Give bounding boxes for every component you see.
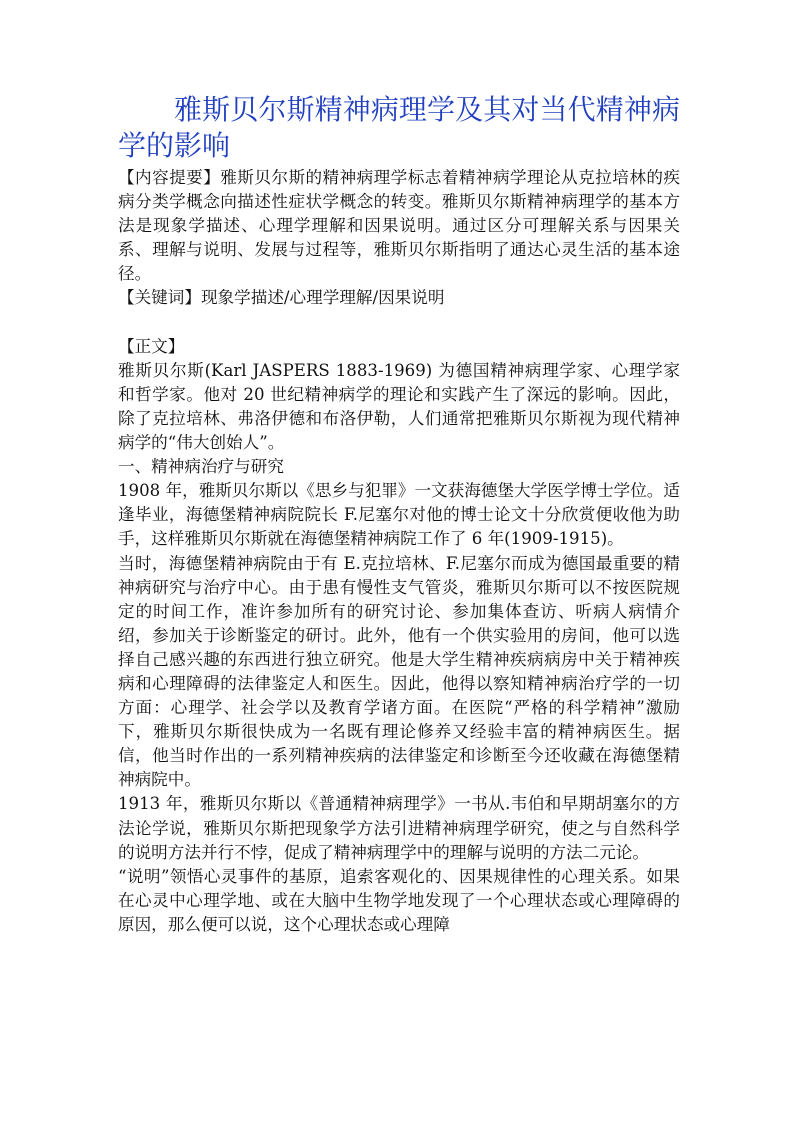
document-page xyxy=(118,92,680,937)
body-paragraph-intro: 雅斯贝尔斯(Karl JASPERS 1883-1969) 为德国精神病理学家、心理学家和哲学家。他对 20 世纪精神病学的理论和实践产生了深远的影响。因此，除了克拉培林、弗洛伊德和布洛伊勒，人们通常把雅斯贝尔斯视为现代精神病学的“伟大创始人”。 xyxy=(118,360,680,453)
keywords-line: 【关键词】现象学描述/心理学理解/因果说明 xyxy=(118,288,445,308)
body-paragraph-explanation: “说明”领悟心灵事件的基原，追索客观化的、因果规律性的心理关系。如果在心灵中心理学地、或在大脑中生物学地发现了一个心理状态或心理障碍的原因，那么便可以说，这个心理状态或心理障 xyxy=(118,866,680,934)
section-heading-1: 一、精神病治疗与研究 xyxy=(118,457,284,477)
blank-line xyxy=(118,311,680,335)
body-paragraph-1908: 1908 年，雅斯贝尔斯以《思乡与犯罪》一文获海德堡大学医学博士学位。适逢毕业，海德堡精神病院院长 F.尼塞尔对他的博士论文十分欣赏便收他为助手，这样雅斯贝尔斯就在海德堡精神病院工作了 6 年(1909-1915)。 xyxy=(118,481,680,549)
document-title: 雅斯贝尔斯精神病理学及其对当代精神病学的影响 xyxy=(118,93,680,162)
body-paragraph-heidelberg: 当时，海德堡精神病院由于有 E.克拉培林、F.尼塞尔而成为德国最重要的精神病研究与治疗中心。由于患有慢性支气管炎，雅斯贝尔斯可以不按医院规定的时间工作，准许参加所有的研究讨论、参加集体查访、听病人病情介绍，参加关于诊断鉴定的研讨。此外，他有一个供实验用的房间，他可以选择自己感兴趣的东西进行独立研究。他是大学生精神疾病病房中关于精神疾病和心理障碍的法律鉴定人和医生。因此，他得以察知精神病治疗学的一切方面：心理学、社会学以及教育学诸方面。在医院“严格的科学精神”激励下，雅斯贝尔斯很快成为一名既有理论修养又经验丰富的精神病医生。据信，他当时作出的一系列精神疾病的法律鉴定和诊断至今还收藏在海德堡精神病院中。 xyxy=(118,553,680,790)
body-heading: 【正文】 xyxy=(118,336,185,356)
body-paragraph-1913: 1913 年，雅斯贝尔斯以《普通精神病理学》一书从.韦伯和早期胡塞尔的方法论学说，雅斯贝尔斯把现象学方法引进精神病理学研究，使之与自然科学的说明方法并行不悖，促成了精神病理学中的理解与说明的方法二元论。 xyxy=(118,794,680,862)
abstract-paragraph: 【内容提要】雅斯贝尔斯的精神病理学标志着精神病学理论从克拉培林的疾病分类学概念向描述性症状学概念的转变。雅斯贝尔斯精神病理学的基本方法是现象学描述、心理学理解和因果说明。通过区分可理解关系与因果关系、理解与说明、发展与过程等，雅斯贝尔斯指明了通达心灵生活的基本途径。 xyxy=(118,168,680,284)
